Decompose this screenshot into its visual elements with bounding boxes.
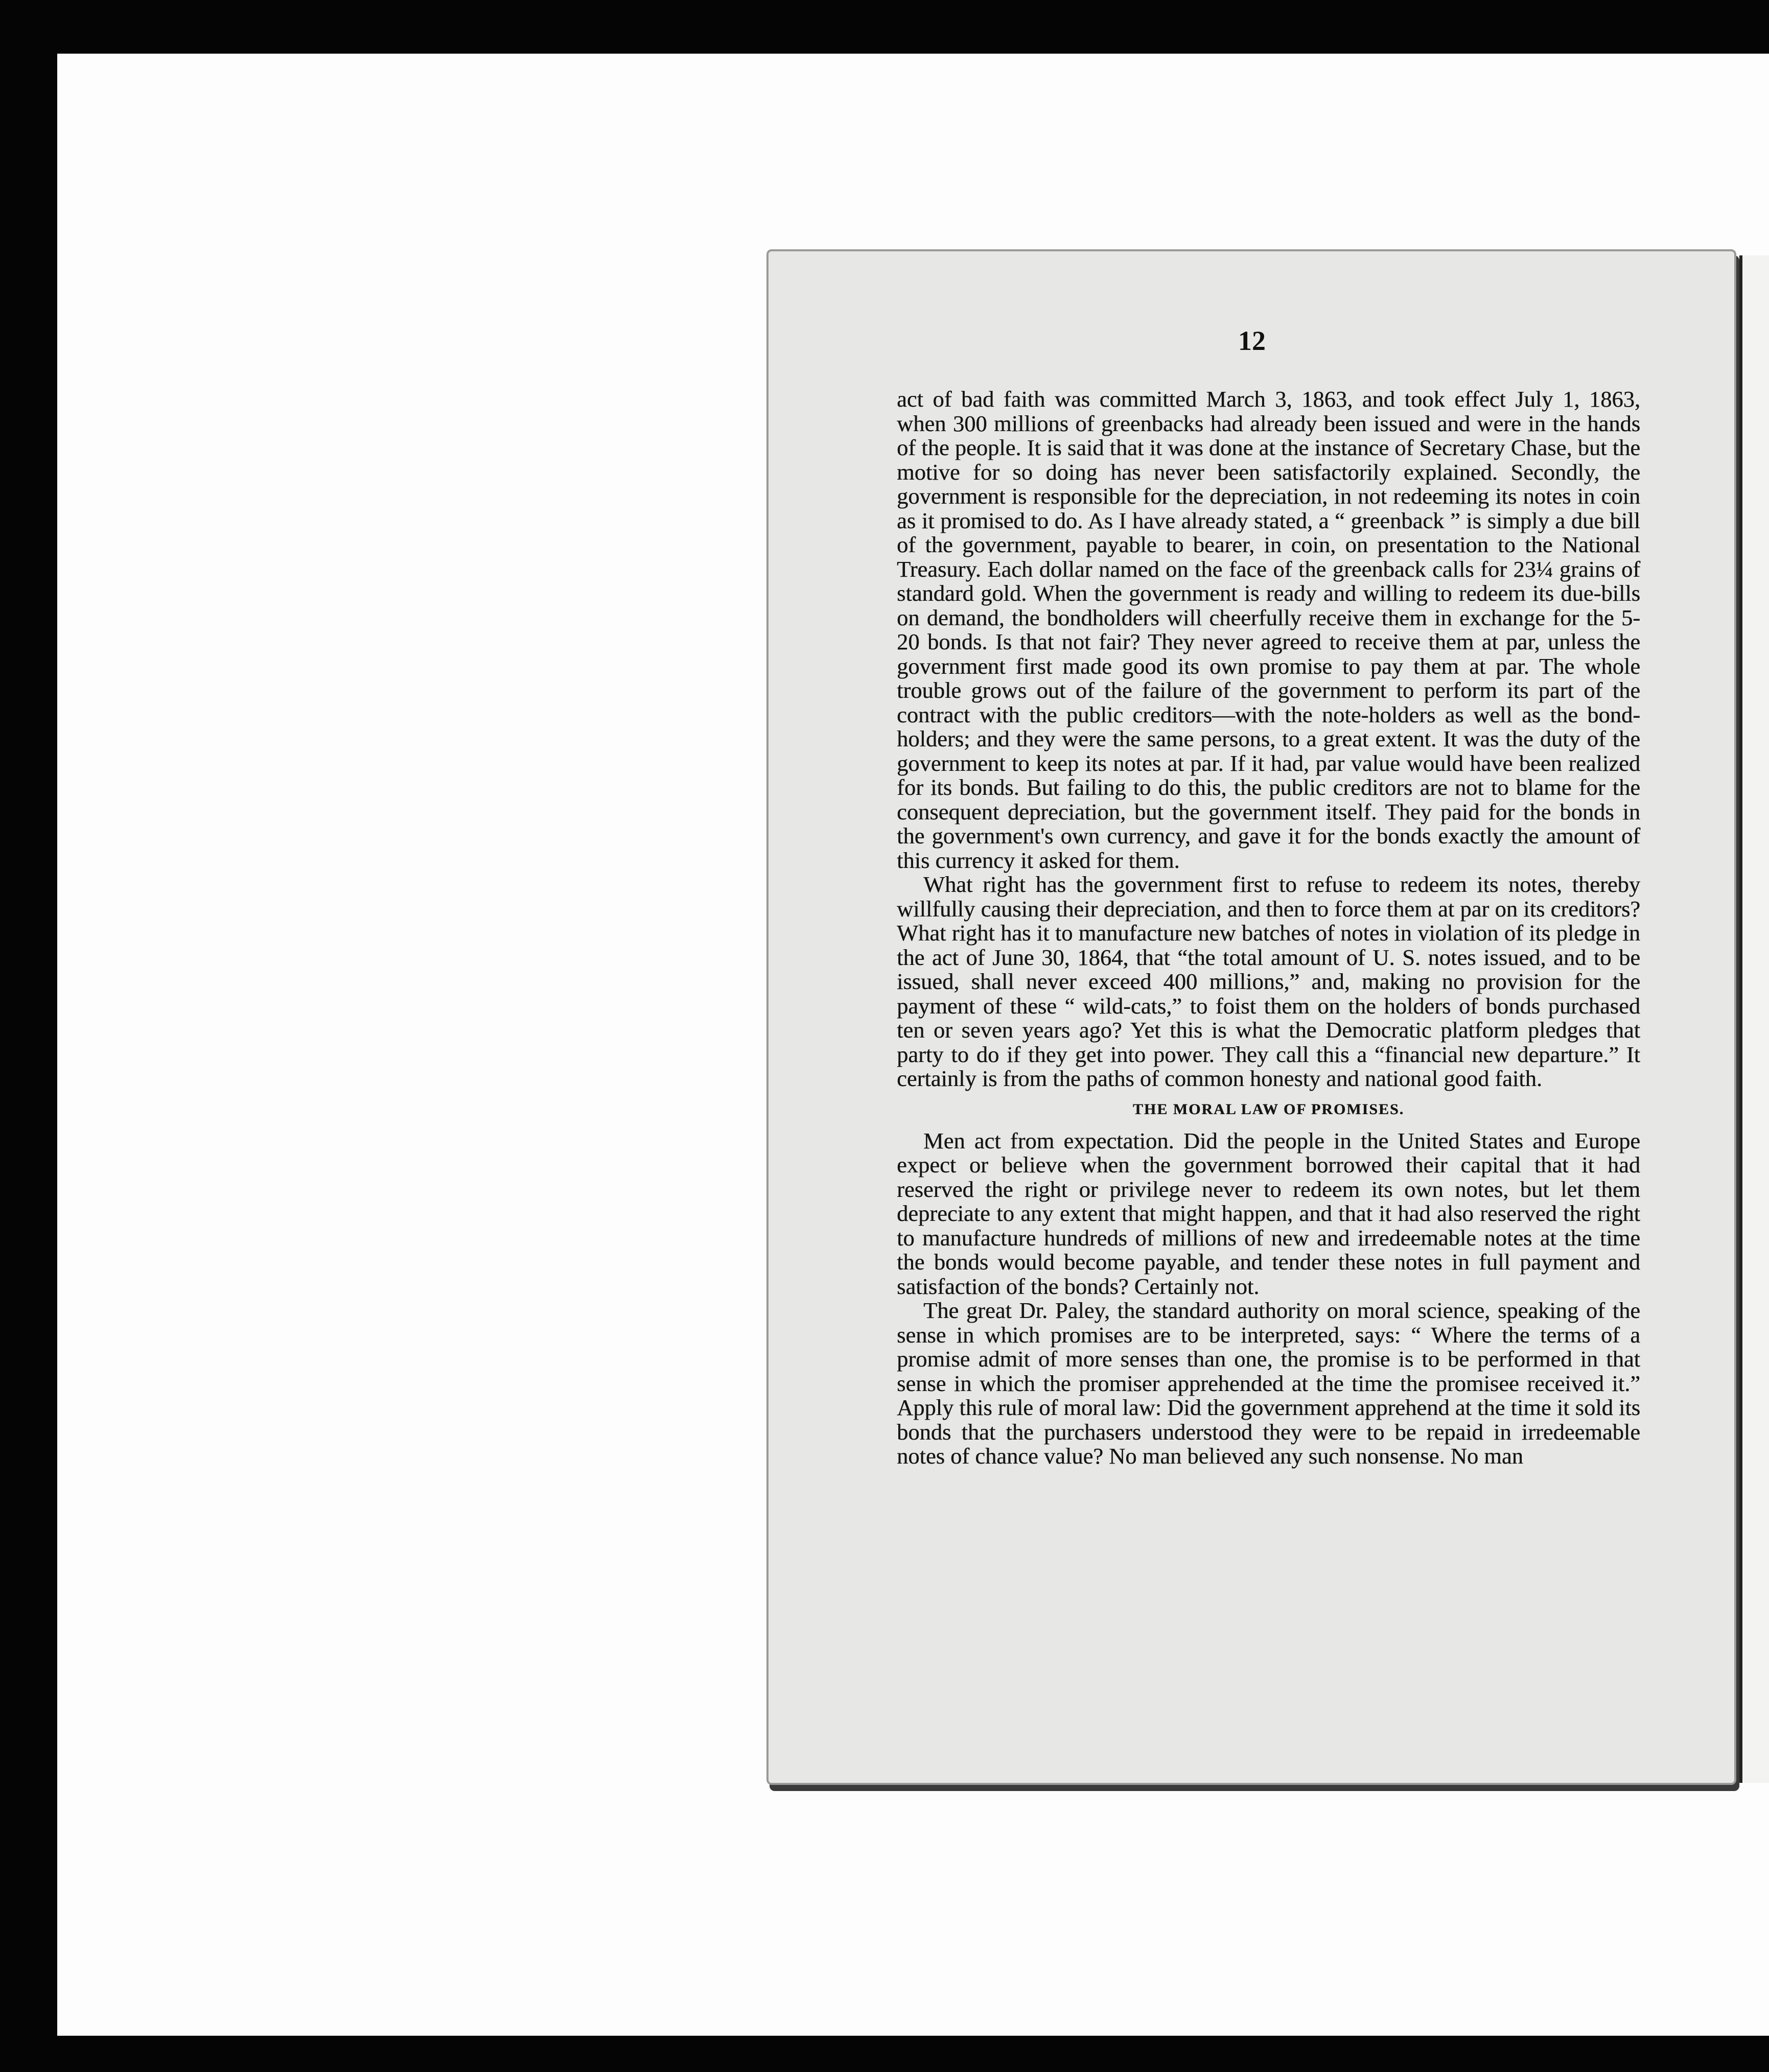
paragraph-3: Men act from expectation. Did the people in the United States and Europe expect or believe when the government borrowed their capital that it had reserved the right or privilege never to redeem its own notes, but let them depreciate to any extent that might happen, and that it had also reserved the right to manufacture hundreds of millions of new and irredeemable notes at the time the bonds would become payable, and tender these notes in full payment and satisfaction of the bonds? Certainly not. [897, 1127, 1640, 1299]
page-body [897, 387, 1640, 1469]
next-page-edge [1739, 255, 1769, 1783]
paragraph-1: act of bad faith was committed March 3, 1863, and took effect July 1, 1863, when 300 millions of greenbacks had already been issued and were in the hands of the people. It is said that it was done at the instance of Secretary Chase, but the motive for so doing has never been satisfactorily explained. Secondly, the government is responsible for the depreciation, in not redeeming its notes in coin as it promised to do. As I have already stated, a “ greenback ” is simply a due bill of the government, payable to bearer, in coin, on presentation to the National Treasury. Each dollar named on the face of the greenback calls for 23¼ grains of standard gold. When the government is ready and willing to redeem its due-bills on demand, the bondholders will cheerfully receive them in exchange for the 5-20 bonds. Is that not fair? They never agreed to receive them at par, unless the government first made good its own promise to pay them at par. The whole trouble grows out of the failure of the government to perform its part of the contract with the public creditors—with the note-holders as well as the bond-holders; and they were the same persons, to a great extent. It was the duty of the government to keep its notes at par. If it had, par value would have been realized for its bonds. But failing to do this, the public creditors are not to blame for the consequent depreciation, but the government itself. They paid for the bonds in the government's own currency, and gave it for the bonds exactly the amount of this currency it asked for them. [897, 386, 1640, 873]
paragraph-4: The great Dr. Paley, the standard authority on moral science, speaking of the sense in which promises are to be interpreted, says: “ Where the terms of a promise admit of more senses than one, the promise is to be performed in that sense in which the promiser apprehended at the time the promisee received it.” Apply this rule of moral law: Did the government apprehend at the time it sold its bonds that the purchasers understood they were to be repaid in irredeemable notes of chance value? No man believed any such nonsense. No man [897, 1298, 1640, 1469]
scan-border-top [0, 0, 1769, 54]
paragraph-2: What right has the government first to refuse to redeem its notes, thereby willfully causing their depreciation, and then to force them at par on its creditors? What right has it to manufacture new batches of notes in violation of its pledge in the act of June 30, 1864, that “the total amount of U. S. notes issued, and to be issued, shall never exceed 400 millions,” and, making no provision for the payment of these “ wild-cats,” to foist them on the holders of bonds purchased ten or seven years ago? Yet this is what the Democratic platform pledges that party to do if they get into power. They call this a “financial new departure.” It certainly is from the paths of common honesty and national good faith. [897, 872, 1640, 1091]
scan-border-left [0, 0, 57, 2072]
page-number: 12 [1238, 325, 1266, 356]
section-heading: THE MORAL LAW OF PROMISES. [1132, 1100, 1405, 1118]
scan-border-bottom [0, 2036, 1769, 2072]
